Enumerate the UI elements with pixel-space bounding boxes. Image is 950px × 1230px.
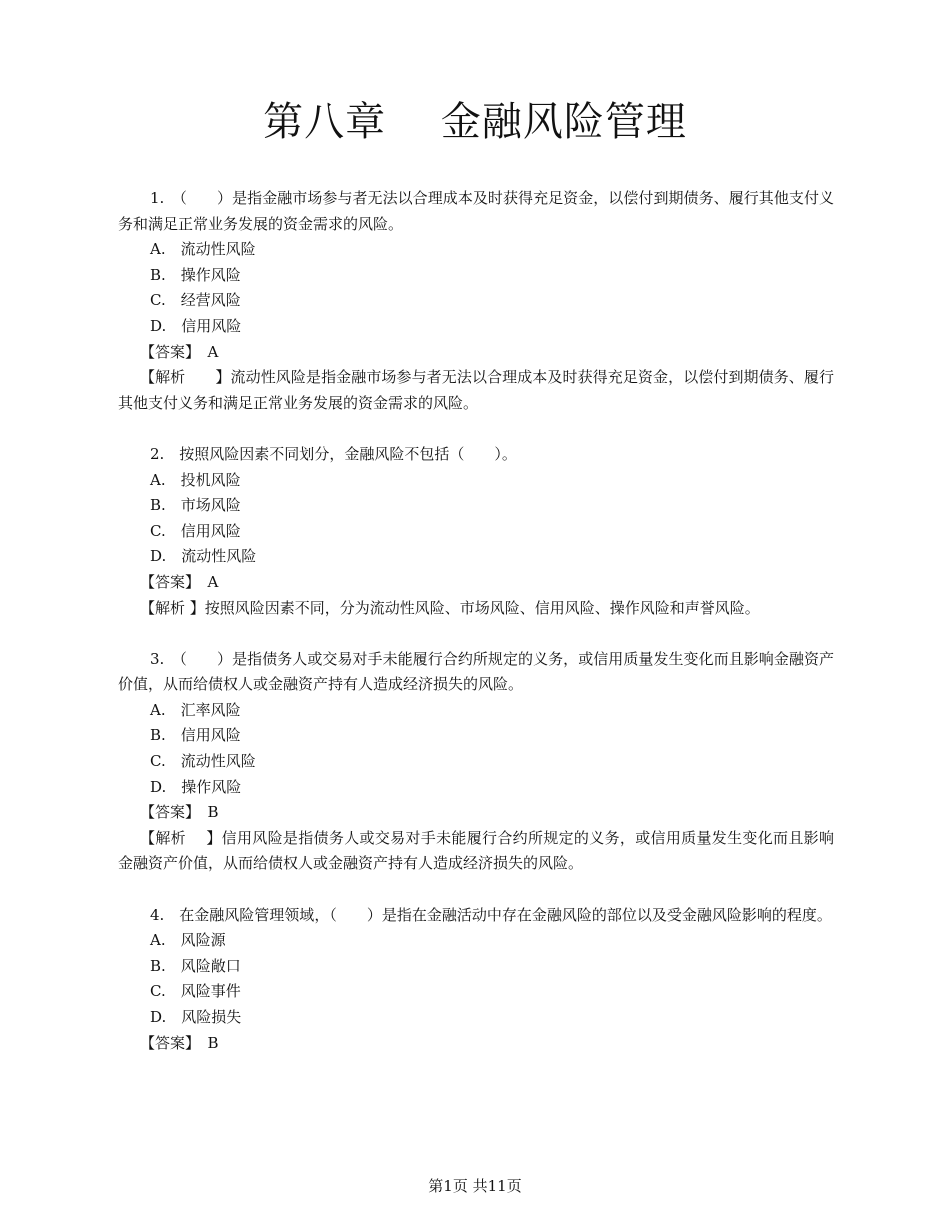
option-b: B. 风险敞口	[150, 956, 241, 975]
option-a: A. 风险源	[150, 931, 226, 950]
option-d: D. 操作风险	[150, 777, 242, 796]
answer-line: 【答案】 B	[140, 803, 219, 822]
option-d: D. 流动性风险	[150, 547, 257, 566]
option-a: A. 投机风险	[150, 470, 241, 489]
option-c: C. 流动性风险	[150, 752, 256, 771]
option-c: C. 信用风险	[150, 521, 241, 540]
question-list	[118, 186, 834, 1056]
explanation: 【解析 】信用风险是指债务人或交易对手未能履行合约所规定的义务，或信用质量发生变化而且影响金融资产价值，从而给债权人或金融资产持有人造成经济损失的风险。	[118, 828, 834, 873]
question-stem: 2. 按照风险因素不同划分，金融风险不包括（ ）。	[150, 444, 517, 463]
answer-line: 【答案】 A	[140, 572, 219, 591]
question-stem: 4. 在金融风险管理领域，（ ）是指在金融活动中存在金融风险的部位以及受金融风险影响的程度。	[150, 905, 832, 924]
question-item	[118, 903, 834, 1057]
option-a: A. 流动性风险	[150, 240, 256, 259]
option-d: D. 信用风险	[150, 316, 242, 335]
option-c: C. 经营风险	[150, 291, 241, 310]
question-stem: 3. （ ）是指债务人或交易对手未能履行合约所规定的义务，或信用质量发生变化而且影响金融资产价值，从而给债权人或金融资产持有人造成经济损失的风险。	[118, 649, 834, 694]
option-a: A. 汇率风险	[150, 700, 241, 719]
page-number: 第1页 共11页	[428, 1177, 522, 1195]
option-b: B. 信用风险	[150, 726, 241, 745]
question-item	[118, 442, 834, 621]
chapter-title: 第八章 金融风险管理	[263, 99, 687, 145]
option-c: C. 风险事件	[150, 982, 241, 1001]
option-d: D. 风险损失	[150, 1008, 242, 1026]
explanation: 【解析 】流动性风险是指金融市场参与者无法以合理成本及时获得充足资金，以偿付到期债务、履行其他支付义务和满足正常业务发展的资金需求的风险。	[118, 368, 834, 412]
option-b: B. 操作风险	[150, 265, 241, 284]
answer-line: 【答案】 B	[140, 1033, 219, 1052]
question-stem: 1. （ ）是指金融市场参与者无法以合理成本及时获得充足资金，以偿付到期债务、履行其他支付义务和满足正常业务发展的资金需求的风险。	[118, 189, 834, 233]
question-item	[118, 186, 834, 416]
explanation: 【解析 】按照风险因素不同，分为流动性风险、市场风险、信用风险、操作风险和声誉风险。	[140, 598, 760, 617]
answer-line: 【答案】 A	[140, 342, 219, 361]
question-item	[118, 647, 834, 877]
option-b: B. 市场风险	[150, 496, 241, 515]
